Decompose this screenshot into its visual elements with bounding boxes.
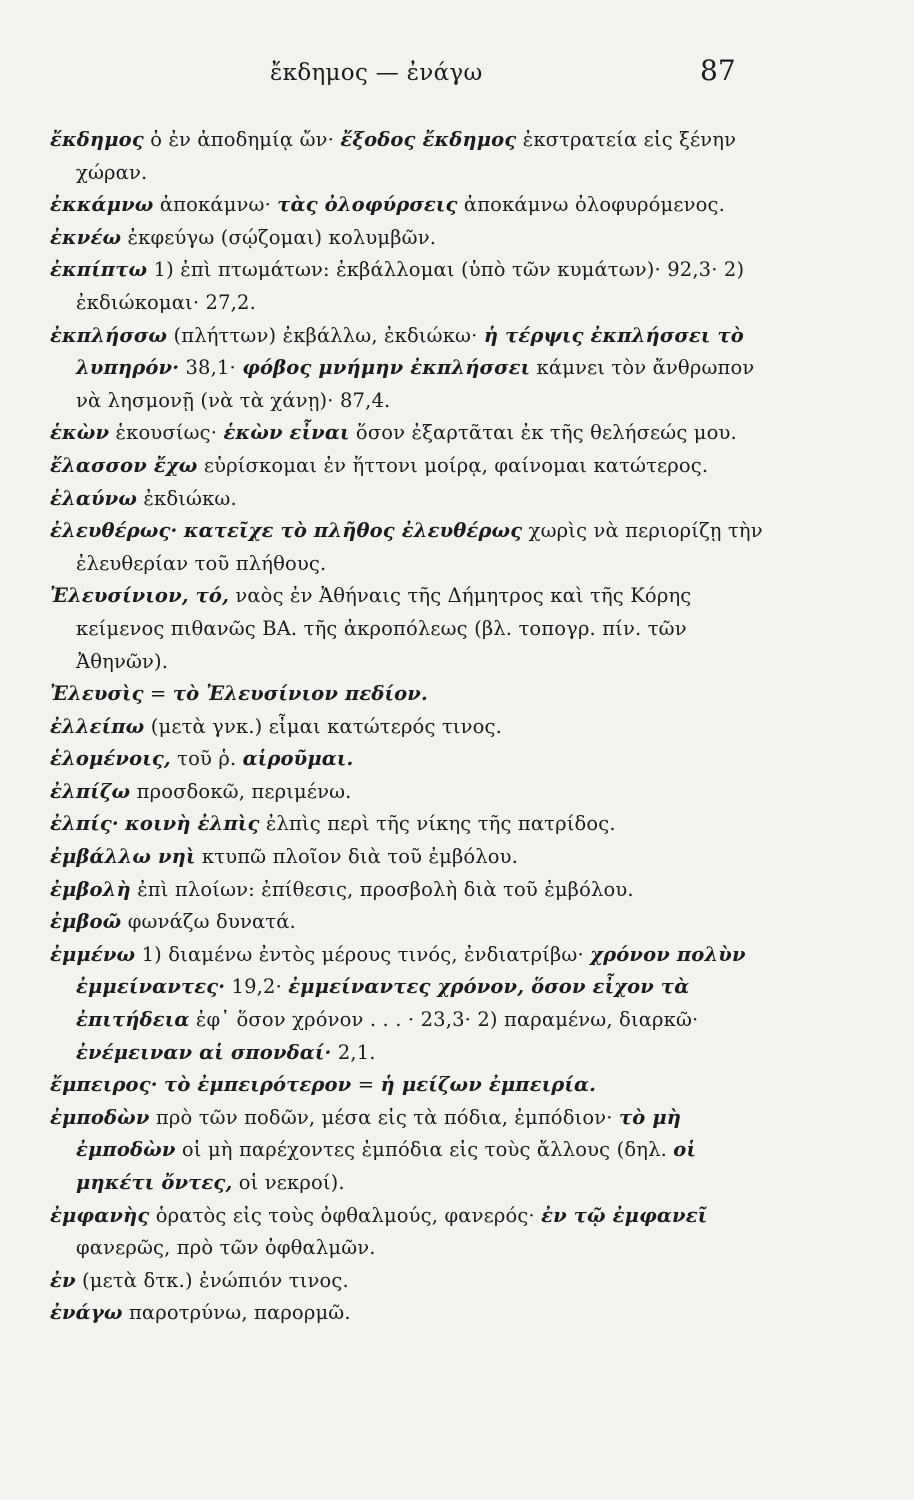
dictionary-entry <box>50 841 765 874</box>
headword: ἐμμένω <box>50 942 136 966</box>
headword: ἑλομένοις, <box>50 747 171 771</box>
running-head-title: ἔκδημος — ἐνάγω <box>270 60 483 86</box>
dictionary-entry <box>50 678 765 711</box>
dictionary-entry <box>50 417 765 450</box>
gloss-text: = <box>143 682 173 706</box>
gloss-text: ὁρατὸς εἰς τοὺς ὀφθαλμούς, φανερός· <box>149 1203 542 1227</box>
phrase: ἐν τῷ ἐμφανεῖ <box>541 1203 708 1227</box>
gloss-text: = <box>351 1073 381 1097</box>
page-number: 87 <box>700 54 736 87</box>
dictionary-entry <box>50 483 765 516</box>
gloss-text: (μετὰ γνκ.) εἶμαι κατώτερός τινος. <box>144 714 502 738</box>
headword: ἔμπειρος· <box>50 1073 158 1097</box>
gloss-text: (πλήττων) ἐκβάλλω, ἐκδιώκω· <box>167 323 484 347</box>
phrase: χρόνον πολὺν ἐμμείναντες· <box>76 942 746 999</box>
glossary-entries <box>50 124 765 1330</box>
dictionary-entry <box>50 515 765 580</box>
phrase: φόβος μνήμην ἐκπλήσσει <box>242 356 531 380</box>
dictionary-entry <box>50 189 765 222</box>
gloss-text: οἱ μὴ παρέχοντες ἐμπόδια εἰς τοὺς ἄλλους (δηλ. <box>175 1138 674 1162</box>
gloss-text: φανερῶς, πρὸ τῶν ὀφθαλμῶν. <box>76 1236 376 1260</box>
headword: ἐλαύνω <box>50 486 138 510</box>
headword: ἐμβοῶ <box>50 910 122 934</box>
dictionary-entry <box>50 580 765 678</box>
phrase: ἡ μείζων ἐμπειρία. <box>380 1073 597 1097</box>
headword: ἐμφανὴς <box>50 1203 150 1227</box>
headword: ἐκκάμνω <box>50 193 154 217</box>
gloss-text: ἀποκάμνω· <box>153 193 278 217</box>
phrase: κοινὴ ἐλπὶς <box>125 812 260 836</box>
dictionary-entry <box>50 1069 765 1102</box>
headword: ἑκὼν <box>50 421 110 445</box>
dictionary-entry <box>50 808 765 841</box>
dictionary-entry <box>50 222 765 255</box>
dictionary-entry <box>50 1200 765 1265</box>
headword: ἔλασσον ἔχω <box>50 453 198 477</box>
headword: ἐλευθέρως· <box>50 519 178 543</box>
headword: ἔκδημος <box>50 128 144 151</box>
phrase: ἑκὼν εἶναι <box>223 421 350 445</box>
dictionary-entry <box>50 1102 765 1200</box>
phrase: τὰς ὀλοφύρσεις <box>277 193 458 217</box>
gloss-text: πρὸ τῶν ποδῶν, μέσα εἰς τὰ πόδια, ἐμπόδιον· <box>149 1105 619 1129</box>
dictionary-entry <box>50 1297 765 1330</box>
gloss-text: 1) διαμένω ἐντὸς μέρους τινός, ἐνδιατρίβω· <box>135 942 591 966</box>
headword: ἐλπίζω <box>50 779 131 803</box>
gloss-text: ἐκστρατεία εἰς ξένην χώραν. <box>76 128 737 184</box>
phrase: τὸ Ἐλευσίνιον πεδίον. <box>172 682 428 706</box>
gloss-text: ἐπὶ πλοίων: ἐπίθεσις, προσβολὴ διὰ τοῦ ἐμβόλου. <box>130 877 634 901</box>
gloss-text: εὑρίσκομαι ἐν ἥττονι μοίρᾳ, φαίνομαι κατώτερος. <box>197 453 709 477</box>
gloss-text: ναὸς ἐν Ἀθήναις τῆς Δήμητρος καὶ τῆς Κόρης κείμενος πιθανῶς ΒΑ. τῆς ἀκροπόλεως (βλ. τοπογρ. πίν. τῶν Ἀθηνῶν). <box>76 584 692 673</box>
phrase: τὸ ἐμπειρότερον <box>164 1073 352 1097</box>
running-header <box>0 54 914 96</box>
phrase: αἱροῦμαι. <box>242 747 354 771</box>
gloss-text: ἐκδιώκω. <box>137 486 237 510</box>
headword: ἐλλείπω <box>50 714 145 738</box>
headword: Ἐλευσὶς <box>50 682 144 706</box>
dictionary-entry <box>50 939 765 1069</box>
gloss-text: ἐφ᾽ ὅσον χρόνον . . . · 23,3· 2) παραμένω, διαρκῶ· <box>189 1008 699 1032</box>
gloss-text: ἀποκάμνω ὀλοφυρόμενος. <box>457 193 725 217</box>
gloss-text: προσδοκῶ, περιμένω. <box>130 779 352 803</box>
gloss-text: οἱ νεκροί). <box>232 1171 345 1194</box>
gloss-text: παροτρύνω, παρορμῶ. <box>122 1301 351 1325</box>
phrase: ἔξοδος ἔκδημος <box>340 128 517 151</box>
phrase: οἱ μηκέτι ὄντες, <box>76 1138 697 1194</box>
dictionary-entry <box>50 254 765 319</box>
phrase: ἐνέμειναν αἱ σπονδαί· <box>76 1040 332 1064</box>
phrase: ἐμμείναντες χρόνον, ὅσον εἶχον τὰ ἐπιτήδεια <box>76 975 690 1032</box>
dictionary-entry <box>50 124 765 189</box>
dictionary-entry <box>50 711 765 744</box>
dictionary-entry <box>50 906 765 939</box>
phrase: κατεῖχε τὸ πλῆθος ἐλευθέρως <box>183 519 523 543</box>
headword: ἐμποδὼν <box>50 1105 150 1129</box>
gloss-text: 1) ἐπὶ πτωμάτων: ἐκβάλλομαι (ὑπὸ τῶν κυμάτων)· 92,3· 2) ἐκδιώκομαι· 27,2. <box>76 258 745 314</box>
dictionary-entry <box>50 874 765 907</box>
gloss-text: τοῦ ῥ. <box>170 747 243 771</box>
headword: ἐμβολὴ <box>50 877 131 901</box>
dictionary-entry <box>50 1265 765 1298</box>
gloss-text: (μετὰ δτκ.) ἐνώπιόν τινος. <box>75 1268 349 1292</box>
gloss-text: ἑκουσίως· <box>109 421 224 445</box>
dictionary-entry <box>50 776 765 809</box>
headword: ἐνάγω <box>50 1301 123 1325</box>
gloss-text: ὁ ἐν ἀποδημίᾳ ὤν· <box>143 128 341 151</box>
phrase: ἡ τέρψις ἐκπλήσσει τὸ λυπηρόν· <box>76 323 744 380</box>
headword: ἐλπίς· <box>50 812 119 836</box>
gloss-text: 2,1. <box>331 1040 376 1064</box>
gloss-text: ἐλπὶς περὶ τῆς νίκης τῆς πατρίδος. <box>259 812 616 836</box>
gloss-text: κτυπῶ πλοῖον διὰ τοῦ ἐμβόλου. <box>195 845 519 869</box>
gloss-text: χωρὶς νὰ περιορίζῃ τὴν ἐλευθερίαν τοῦ πλήθους. <box>76 519 763 575</box>
dictionary-entry <box>50 743 765 776</box>
headword: ἐμβάλλω νηὶ <box>50 845 196 869</box>
phrase: τὸ μὴ ἐμποδὼν <box>76 1105 682 1162</box>
headword: Ἐλευσίνιον, τό, <box>50 584 230 608</box>
headword: ἐκπίπτω <box>50 258 148 282</box>
headword: ἐκπλήσσω <box>50 323 168 347</box>
gloss-text: ὅσον ἐξαρτᾶται ἐκ τῆς θελήσεώς μου. <box>349 421 737 445</box>
gloss-text: ἐκφεύγω (σῴζομαι) κολυμβῶν. <box>121 225 437 249</box>
gloss-text: 19,2· <box>225 975 289 999</box>
dictionary-entry <box>50 450 765 483</box>
gloss-text: 38,1· <box>179 356 243 380</box>
headword: ἐν <box>50 1268 76 1292</box>
gloss-text: κάμνει τὸν ἄνθρωπον νὰ λησμονῇ (νὰ τὰ χάνῃ)· 87,4. <box>76 356 755 412</box>
gloss-text: φωνάζω δυνατά. <box>121 910 296 934</box>
headword: ἐκνέω <box>50 225 122 249</box>
dictionary-entry <box>50 320 765 418</box>
